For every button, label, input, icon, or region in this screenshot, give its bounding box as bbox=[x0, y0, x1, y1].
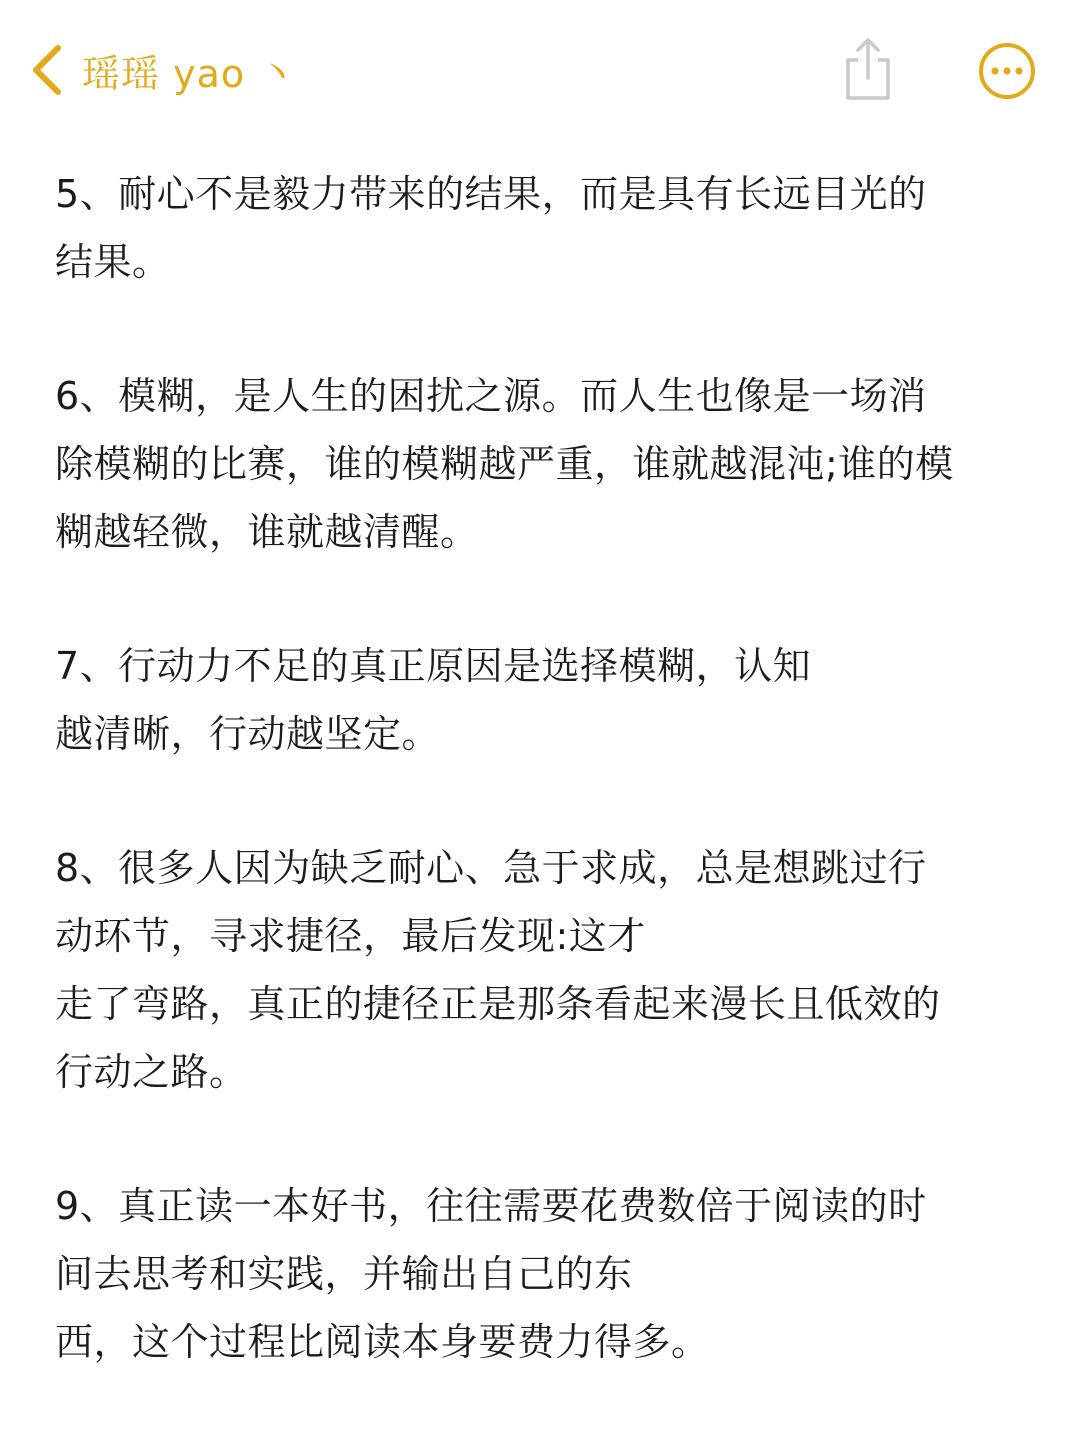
note-line: 越清晰，行动越坚定。 bbox=[55, 712, 441, 756]
note-body[interactable] bbox=[55, 160, 1045, 1442]
note-paragraph-7 bbox=[55, 632, 1045, 768]
note-line: 西，这个过程比阅读本身要费力得多。 bbox=[55, 1320, 710, 1364]
share-button[interactable] bbox=[840, 34, 896, 104]
note-line: 动环节，寻求捷径，最后发现:这才 bbox=[55, 914, 646, 958]
more-button[interactable] bbox=[978, 42, 1036, 100]
note-paragraph-9 bbox=[55, 1172, 1045, 1376]
note-line: 6、模糊，是人生的困扰之源。而人生也像是一场消 bbox=[55, 374, 927, 418]
note-line: 8、很多人因为缺乏耐心、急于求成，总是想跳过行 bbox=[55, 846, 927, 890]
chevron-left-icon bbox=[28, 42, 64, 98]
note-line: 行动之路。 bbox=[55, 1050, 248, 1094]
note-line: 糊越轻微，谁就越清醒。 bbox=[55, 510, 479, 554]
note-line: 9、真正读一本好书，往往需要花费数倍于阅读的时 bbox=[55, 1184, 927, 1228]
note-line: 7、行动力不足的真正原因是选择模糊，认知 bbox=[55, 644, 812, 688]
note-line: 除模糊的比赛，谁的模糊越严重，谁就越混沌;谁的模 bbox=[55, 442, 954, 486]
share-icon bbox=[840, 89, 896, 108]
note-line: 走了弯路，真正的捷径正是那条看起来漫长且低效的 bbox=[55, 982, 941, 1026]
navigation-bar bbox=[0, 0, 1080, 140]
back-button[interactable] bbox=[28, 38, 297, 102]
note-paragraph-8 bbox=[55, 834, 1045, 1106]
note-line: 5、耐心不是毅力带来的结果，而是具有长远目光的 bbox=[55, 172, 927, 216]
note-paragraph-6 bbox=[55, 362, 1045, 566]
back-label: 瑶瑶 yao 丶 bbox=[82, 51, 298, 96]
note-line: 间去思考和实践，并输出自己的东 bbox=[55, 1252, 633, 1296]
more-circle-icon bbox=[978, 85, 1036, 104]
note-line: 结果。 bbox=[55, 240, 171, 284]
note-paragraph-5 bbox=[55, 160, 1045, 296]
